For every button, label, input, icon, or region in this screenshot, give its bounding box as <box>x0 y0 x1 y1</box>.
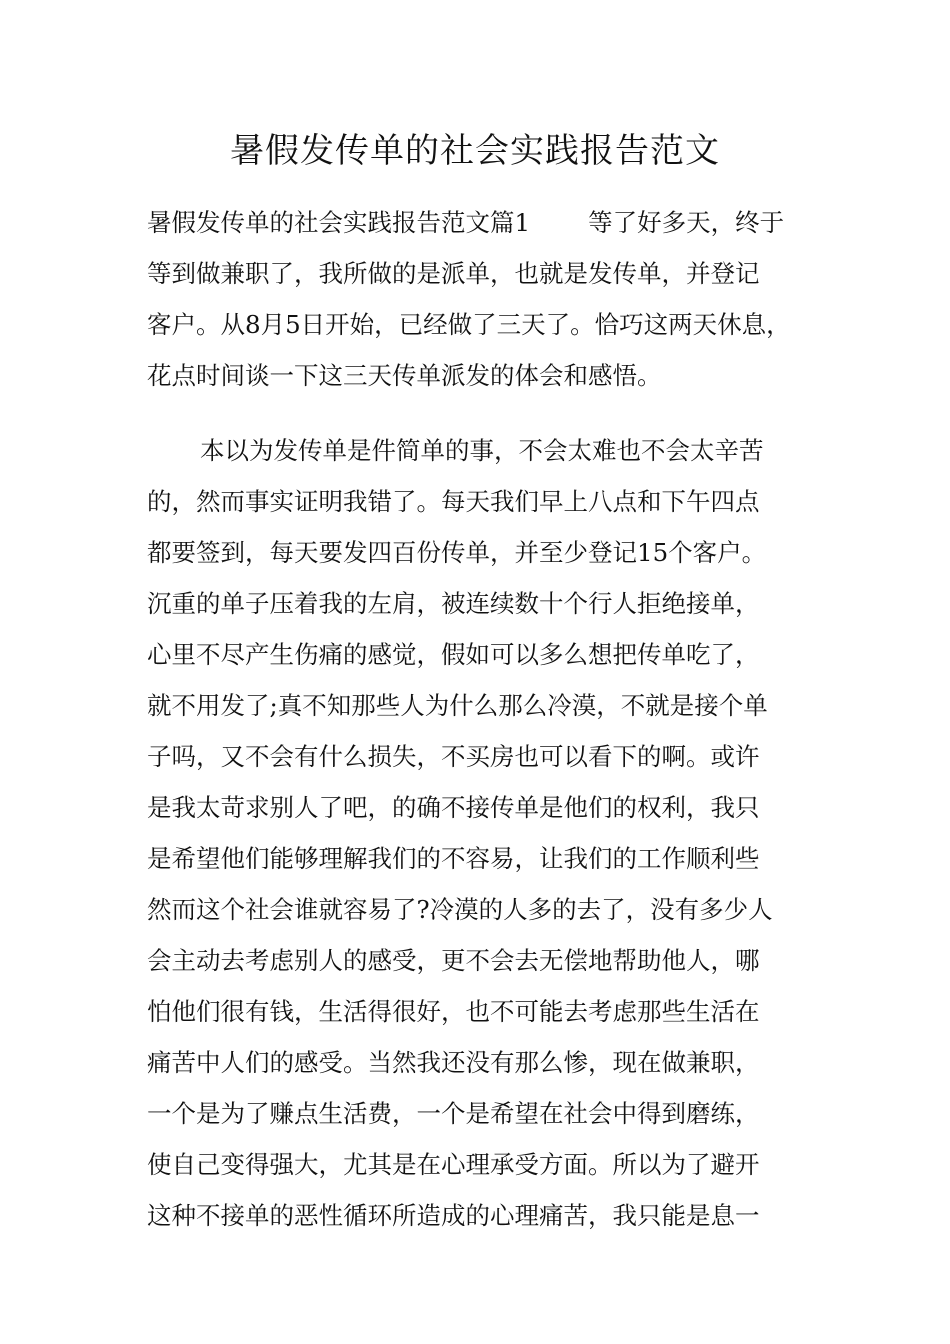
section-heading-line <box>147 205 807 241</box>
paragraph-line: 是我太苛求别人了吧，的确不接传单是他们的权利，我只 <box>147 793 760 822</box>
paragraph-line: 花点时间谈一下这三天传单派发的体会和感悟。 <box>147 361 662 390</box>
paragraph-line: 本以为发传单是件简单的事，不会太难也不会太辛苦 <box>200 436 764 465</box>
paragraph-line: 痛苦中人们的感受。当然我还没有那么惨，现在做兼职， <box>147 1048 760 1077</box>
paragraph-line: 使自己变得强大，尤其是在心理承受方面。所以为了避开 <box>147 1150 760 1179</box>
paragraph-line: 等到做兼职了，我所做的是派单，也就是发传单，并登记 <box>147 259 760 288</box>
paragraph-line: 是希望他们能够理解我们的不容易，让我们的工作顺利些 <box>147 844 760 873</box>
paragraph-line: 都要签到，每天要发四百份传单，并至少登记15个客户。 <box>147 538 767 567</box>
section-label: 暑假发传单的社会实践报告范文篇1 <box>147 208 531 237</box>
paragraph-line: 一个是为了赚点生活费，一个是希望在社会中得到磨练， <box>147 1099 760 1128</box>
paragraph-text: 等了好多天，终于 <box>588 208 785 237</box>
paragraph-line: 沉重的单子压着我的左肩，被连续数十个行人拒绝接单， <box>147 589 760 618</box>
paragraph-line: 的，然而事实证明我错了。每天我们早上八点和下午四点 <box>147 487 760 516</box>
paragraph-line: 然而这个社会谁就容易了?冷漠的人多的去了，没有多少人 <box>147 895 773 924</box>
paragraph-line: 怕他们很有钱，生活得很好，也不可能去考虑那些生活在 <box>147 997 760 1026</box>
paragraph-line: 客户。从8月5日开始，已经做了三天了。恰巧这两天休息， <box>147 310 791 339</box>
document-title: 暑假发传单的社会实践报告范文 <box>230 131 720 171</box>
paragraph-line: 会主动去考虑别人的感受，更不会去无偿地帮助他人，哪 <box>147 946 760 975</box>
paragraph-line: 心里不尽产生伤痛的感觉，假如可以多么想把传单吃了， <box>147 640 760 669</box>
paragraph-line: 子吗，又不会有什么损失，不买房也可以看下的啊。或许 <box>147 742 760 771</box>
paragraph-line: 就不用发了;真不知那些人为什么那么冷漠，不就是接个单 <box>147 691 768 720</box>
paragraph-line: 这种不接单的恶性循环所造成的心理痛苦，我只能是息一 <box>147 1201 760 1230</box>
